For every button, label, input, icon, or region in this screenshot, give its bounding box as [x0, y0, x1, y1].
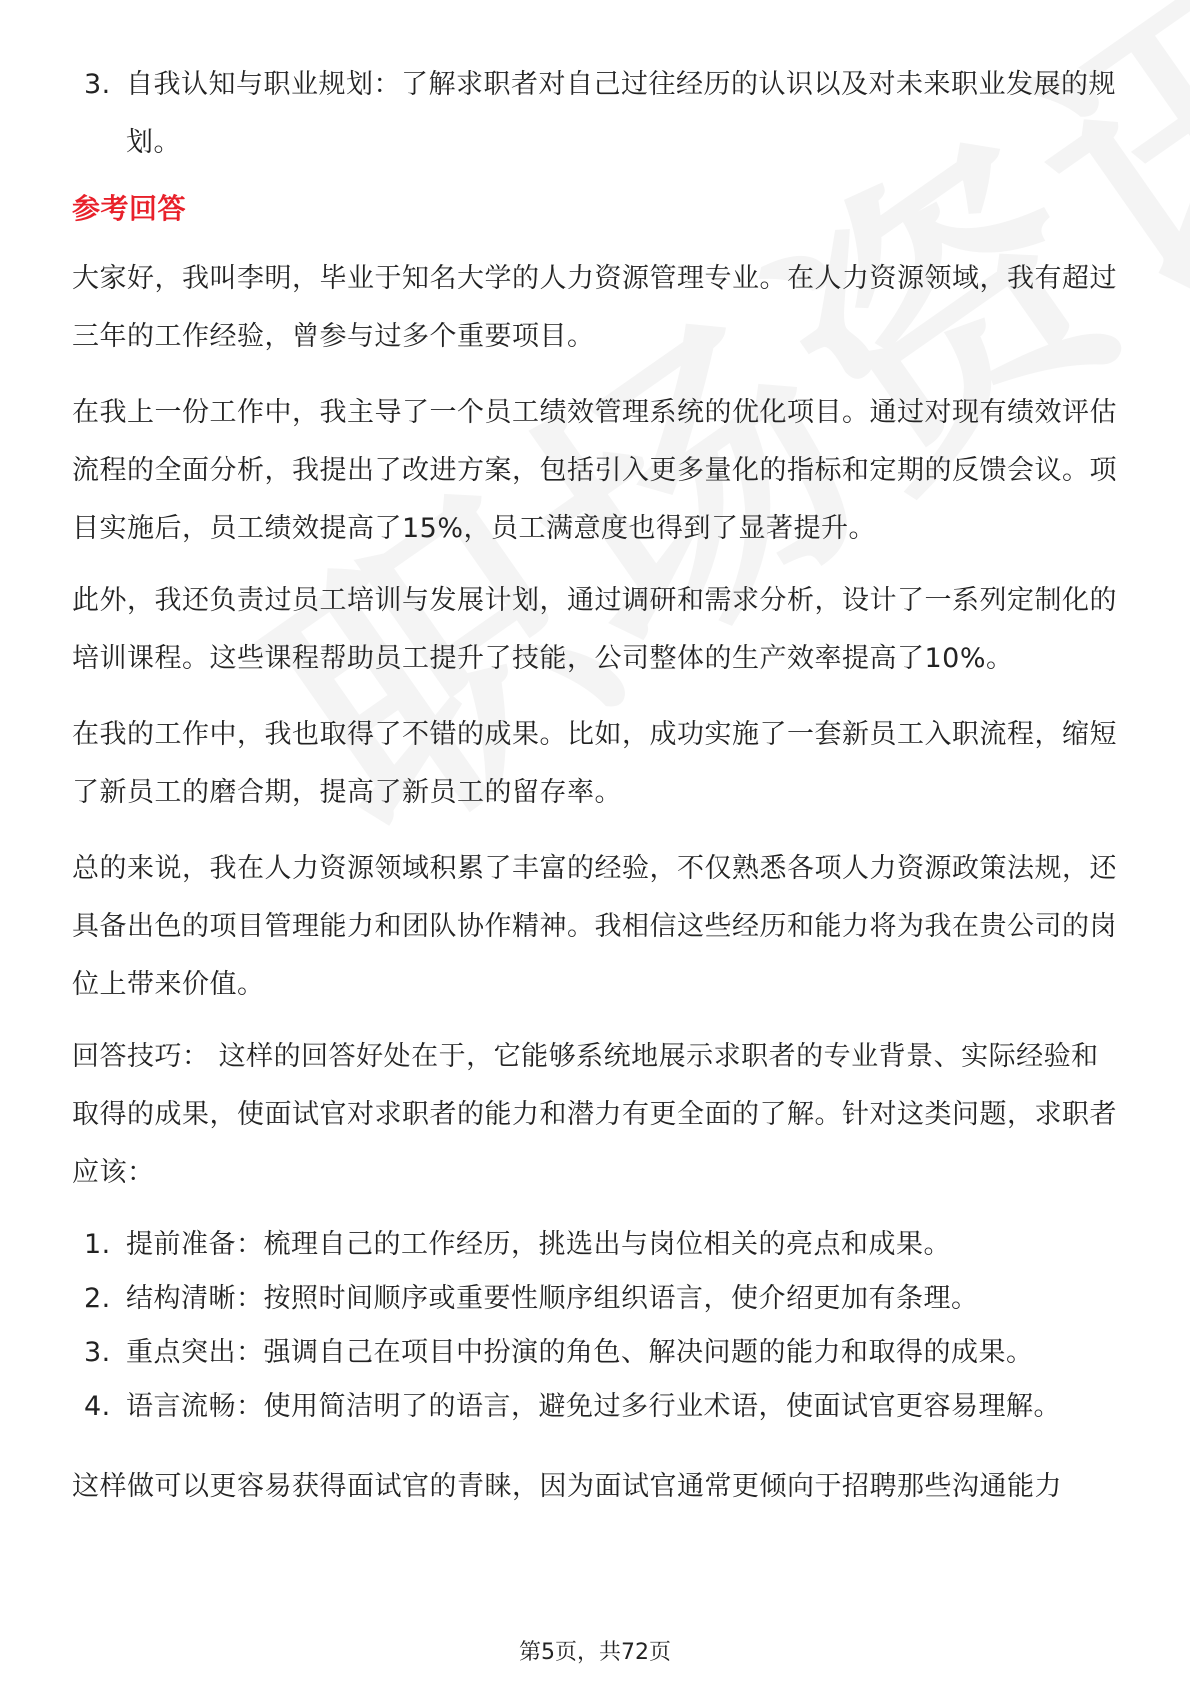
tip-text: 语言流畅：使用简洁明了的语言，避免过多行业术语，使面试官更容易理解。: [126, 1391, 1061, 1422]
tip-number: 2.: [84, 1283, 111, 1314]
paragraph-achievements: 在我的工作中，我也取得了不错的成果。比如，成功实施了一套新员工入职流程，缩短了新员工的磨合期，提高了新员工的留存率。: [72, 719, 1117, 808]
paragraph-summary: 总的来说，我在人力资源领域积累了丰富的经验，不仅熟悉各项人力资源政策法规，还具备出色的项目管理能力和团队协作精神。我相信这些经历和能力将为我在贵公司的岗位上带来价值。: [72, 853, 1117, 1000]
intro-list-item: [72, 56, 1122, 172]
closing-paragraph: 这样做可以更容易获得面试官的青睐，因为面试官通常更倾向于招聘那些沟通能力: [72, 1471, 1062, 1502]
tip-number: 4.: [84, 1391, 111, 1422]
tip-number: 3.: [84, 1337, 111, 1368]
tip-text: 重点突出：强调自己在项目中扮演的角色、解决问题的能力和取得的成果。: [126, 1337, 1034, 1368]
tip-item: [72, 1324, 1122, 1382]
tip-item: [72, 1216, 1122, 1274]
paragraph-performance-project: 在我上一份工作中，我主导了一个员工绩效管理系统的优化项目。通过对现有绩效评估流程的全面分析，我提出了改进方案，包括引入更多量化的指标和定期的反馈会议。项目实施后，员工绩效提高了15%，员工满意度也得到了显著提升。: [72, 397, 1117, 544]
tip-item: [72, 1270, 1122, 1328]
tip-item: [72, 1378, 1122, 1436]
paragraph-intro: 大家好，我叫李明，毕业于知名大学的人力资源管理专业。在人力资源领域，我有超过三年的工作经验，曾参与过多个重要项目。: [72, 263, 1117, 352]
tip-number: 1.: [84, 1229, 111, 1260]
list-text: 自我认知与职业规划：了解求职者对自己过往经历的认识以及对未来职业发展的规划。: [126, 69, 1116, 158]
tip-text: 提前准备：梳理自己的工作经历，挑选出与岗位相关的亮点和成果。: [126, 1229, 951, 1260]
tips-intro: 回答技巧： 这样的回答好处在于，它能够系统地展示求职者的专业背景、实际经验和取得的成果，使面试官对求职者的能力和潜力有更全面的了解。针对这类问题，求职者应该：: [72, 1041, 1117, 1188]
list-number: 3.: [84, 69, 111, 100]
page-number-footer: 第5页，共72页: [519, 1640, 671, 1665]
answer-heading: 参考回答: [72, 192, 187, 225]
paragraph-training: 此外，我还负责过员工培训与发展计划，通过调研和需求分析，设计了一系列定制化的培训课程。这些课程帮助员工提升了技能，公司整体的生产效率提高了10%。: [72, 585, 1117, 674]
tip-text: 结构清晰：按照时间顺序或重要性顺序组织语言，使介绍更加有条理。: [126, 1283, 979, 1314]
